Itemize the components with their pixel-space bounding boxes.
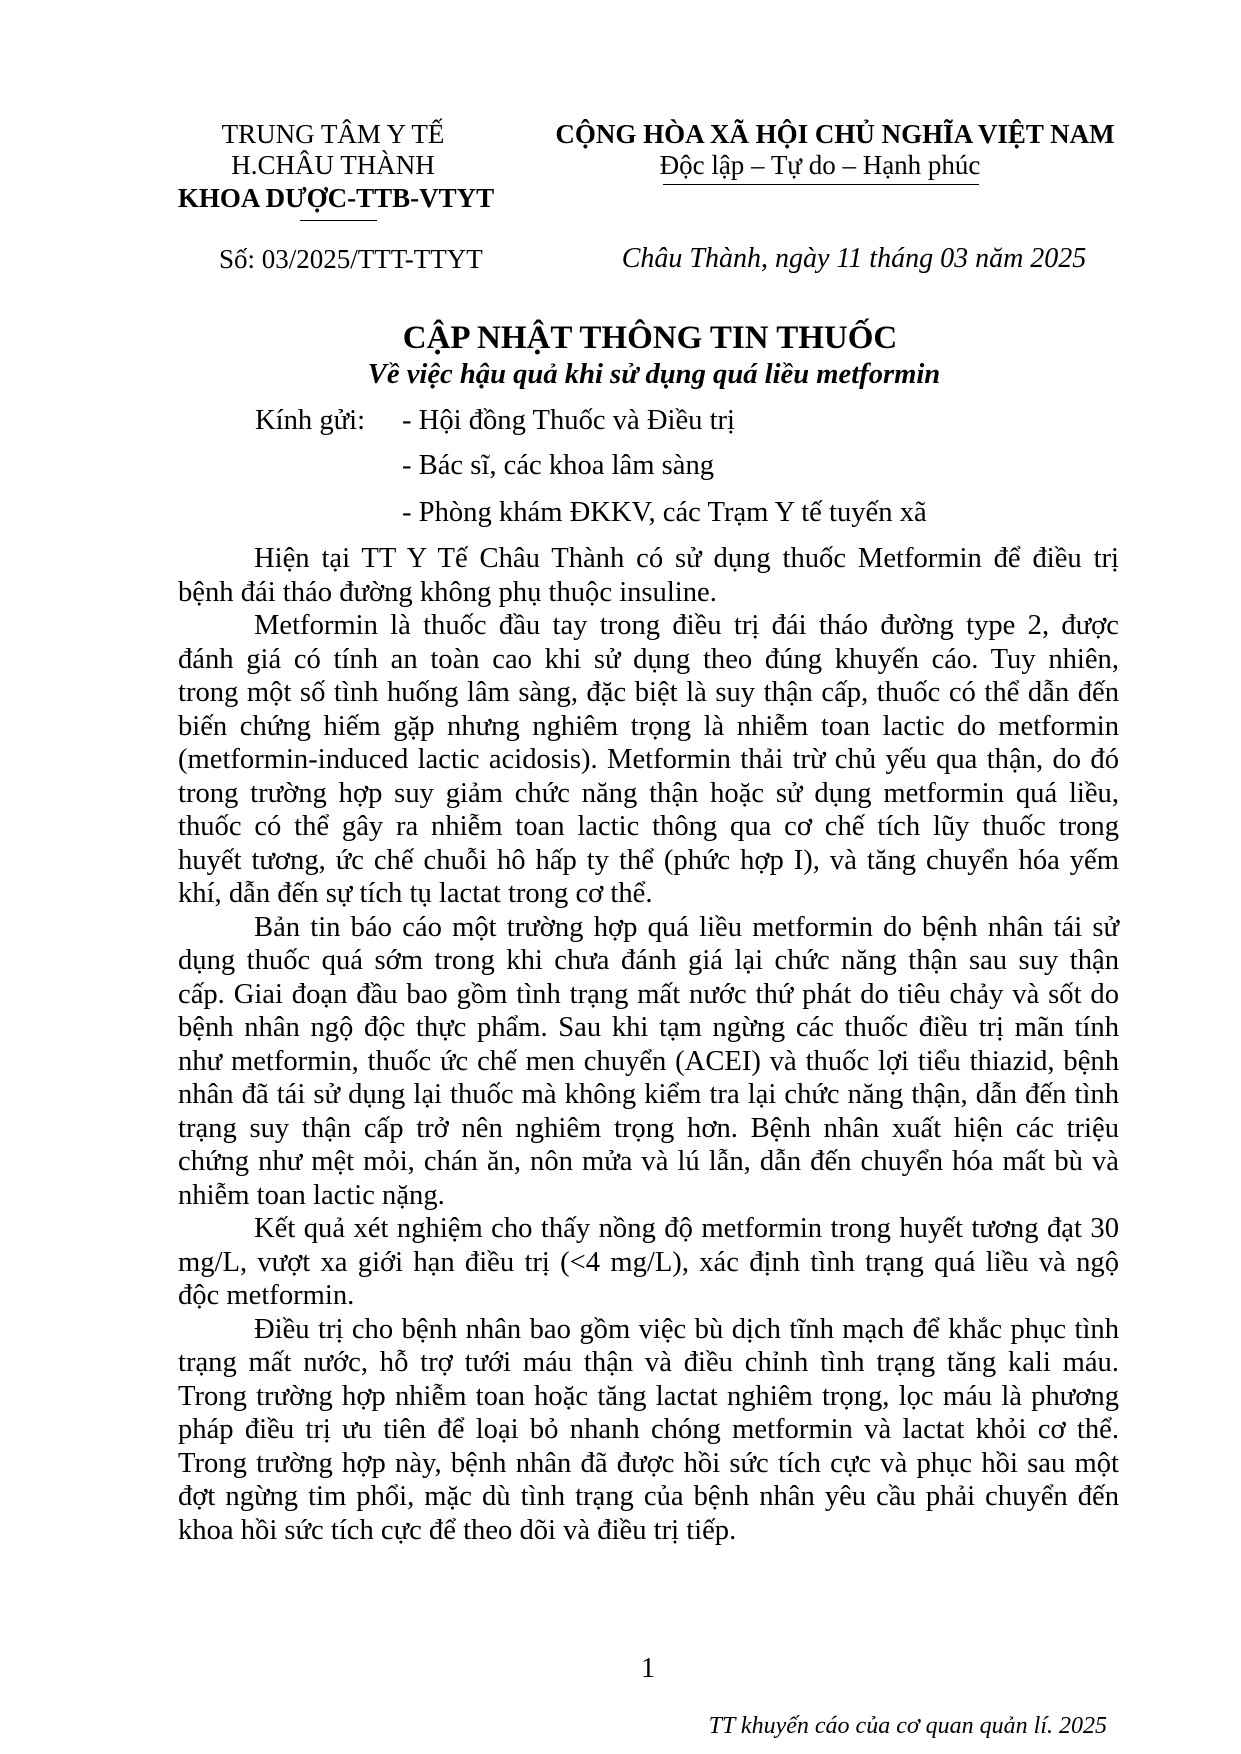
footer-note: TT khuyến cáo của cơ quan quản lí. 2025 (708, 1713, 1107, 1739)
document-number: Số: 03/2025/TTT-TTYT (219, 244, 483, 274)
recipient-item: - Bác sĩ, các khoa lâm sàng (402, 450, 715, 481)
page-number: 1 (641, 1653, 655, 1684)
paragraph-line: Bản tin báo cáo một trường hợp quá liều metformin do bệnh nhân tái sử (254, 911, 1119, 943)
paragraph-line: Điều trị cho bệnh nhân bao gồm việc bù dịch tĩnh mạch để khắc phục tình (254, 1313, 1119, 1345)
body-paragraph (178, 911, 1119, 1213)
agency-district: H.CHÂU THÀNH (231, 150, 435, 180)
national-title: CỘNG HÒA XÃ HỘI CHỦ NGHĨA VIỆT NAM (555, 119, 1115, 149)
recipients-label: Kính gửi: (255, 405, 366, 436)
agency-divider (300, 220, 377, 221)
paragraph-line: Trong trường hợp này, bệnh nhân đã được hồi sức tích cực và phục hồi sau một (178, 1447, 1119, 1479)
paragraph-line: dụng thuốc quá sớm trong khi chưa đánh giá lại chức năng thận sau suy thận (178, 945, 1119, 976)
paragraph-line: mg/L, vượt xa giới hạn điều trị (<4 mg/L), xác định tình trạng quá liều và ngộ (178, 1246, 1119, 1278)
document-subtitle: Về việc hậu quả khi sử dụng quá liều metformin (367, 359, 941, 390)
national-motto: Độc lập – Tự do – Hạnh phúc (659, 150, 981, 180)
paragraph-line: cấp. Giai đoạn đầu bao gồm tình trạng mất nước thứ phát do tiêu chảy và sốt do (178, 978, 1119, 1010)
agency-parent: TRUNG TÂM Y TẾ (221, 119, 445, 149)
paragraph-line: độc metformin. (178, 1280, 355, 1311)
body-paragraph (178, 1212, 1119, 1313)
paragraph-line: bệnh nhân ngộ độc thực phẩm. Sau khi tạm ngừng các thuốc điều trị mãn tính (178, 1012, 1119, 1043)
body-paragraph (178, 609, 1119, 911)
paragraph-line: nhân đã tái sử dụng lại thuốc mà không kiểm tra lại chức năng thận, dẫn đến tình (178, 1079, 1119, 1110)
paragraph-line: bệnh đái tháo đường không phụ thuộc insuline. (178, 576, 717, 608)
paragraph-line: trong trường hợp suy giảm chức năng thận hoặc sử dụng metformin quá liều, (178, 777, 1119, 809)
agency-department: KHOA DƯỢC-TTB-VTYT (177, 183, 495, 213)
paragraph-line: đánh giá có tính an toàn cao khi sử dụng theo đúng khuyến cáo. Tuy nhiên, (178, 643, 1119, 675)
paragraph-line: Metformin là thuốc đầu tay trong điều trị đái tháo đường type 2, được (254, 610, 1119, 641)
paragraph-line: đợt ngừng tim phổi, mặc dù tình trạng của bệnh nhân yêu cầu phải chuyển đến (178, 1481, 1119, 1512)
paragraph-line: Kết quả xét nghiệm cho thấy nồng độ metformin trong huyết tương đạt 30 (254, 1213, 1119, 1244)
paragraph-line: trạng mất nước, hỗ trợ tưới máu thận và điều chỉnh tình trạng tăng kali máu. (178, 1347, 1119, 1378)
paragraph-line: huyết tương, ức chế chuỗi hô hấp ty thể (phức hợp I), và tăng chuyển hóa yếm (178, 844, 1119, 876)
document-title: CẬP NHẬT THÔNG TIN THUỐC (402, 320, 898, 356)
paragraph-line: khí, dẫn đến sự tích tụ lactat trong cơ thể. (178, 878, 653, 909)
paragraph-line: nhiễm toan lactic nặng. (178, 1179, 445, 1211)
body-paragraph (178, 1313, 1119, 1548)
paragraph-line: (metformin-induced lactic acidosis). Metformin thải trừ chủ yếu qua thận, do đó (178, 744, 1119, 775)
paragraph-line: trạng suy thận cấp trở nên nghiêm trọng hơn. Bệnh nhân xuất hiện các triệu (178, 1112, 1119, 1144)
motto-divider (663, 184, 979, 185)
paragraph-line: như metformin, thuốc ức chế men chuyển (ACEI) và thuốc lợi tiểu thiazid, bệnh (178, 1045, 1119, 1077)
recipient-item: - Phòng khám ĐKKV, các Trạm Y tế tuyến xã (402, 497, 927, 528)
place-date: Châu Thành, ngày 11 tháng 03 năm 2025 (621, 243, 1087, 274)
paragraph-line: chứng như mệt mỏi, chán ăn, nôn mửa và lú lẫn, dẫn đến chuyển hóa mất bù và (178, 1146, 1119, 1177)
recipient-item: - Hội đồng Thuốc và Điều trị (402, 405, 736, 436)
paragraph-line: biến chứng hiếm gặp nhưng nghiêm trọng là nhiễm toan lactic do metformin (178, 710, 1119, 742)
paragraph-line: thuốc có thể gây ra nhiễm toan lactic thông qua cơ chế tích lũy thuốc trong (178, 811, 1119, 842)
paragraph-line: khoa hồi sức tích cực để theo dõi và điều trị tiếp. (178, 1514, 737, 1546)
paragraph-line: Trong trường hợp nhiễm toan hoặc tăng lactat nghiêm trọng, lọc máu là phương (178, 1380, 1119, 1412)
document-body (178, 542, 1119, 1547)
paragraph-line: trong một số tình huống lâm sàng, đặc biệt là suy thận cấp, thuốc có thể dẫn đến (178, 677, 1119, 708)
body-paragraph (178, 542, 1119, 609)
paragraph-line: pháp điều trị ưu tiên để loại bỏ nhanh chóng metformin và lactat khỏi cơ thể. (178, 1414, 1119, 1445)
paragraph-line: Hiện tại TT Y Tế Châu Thành có sử dụng thuốc Metformin để điều trị (254, 543, 1119, 574)
